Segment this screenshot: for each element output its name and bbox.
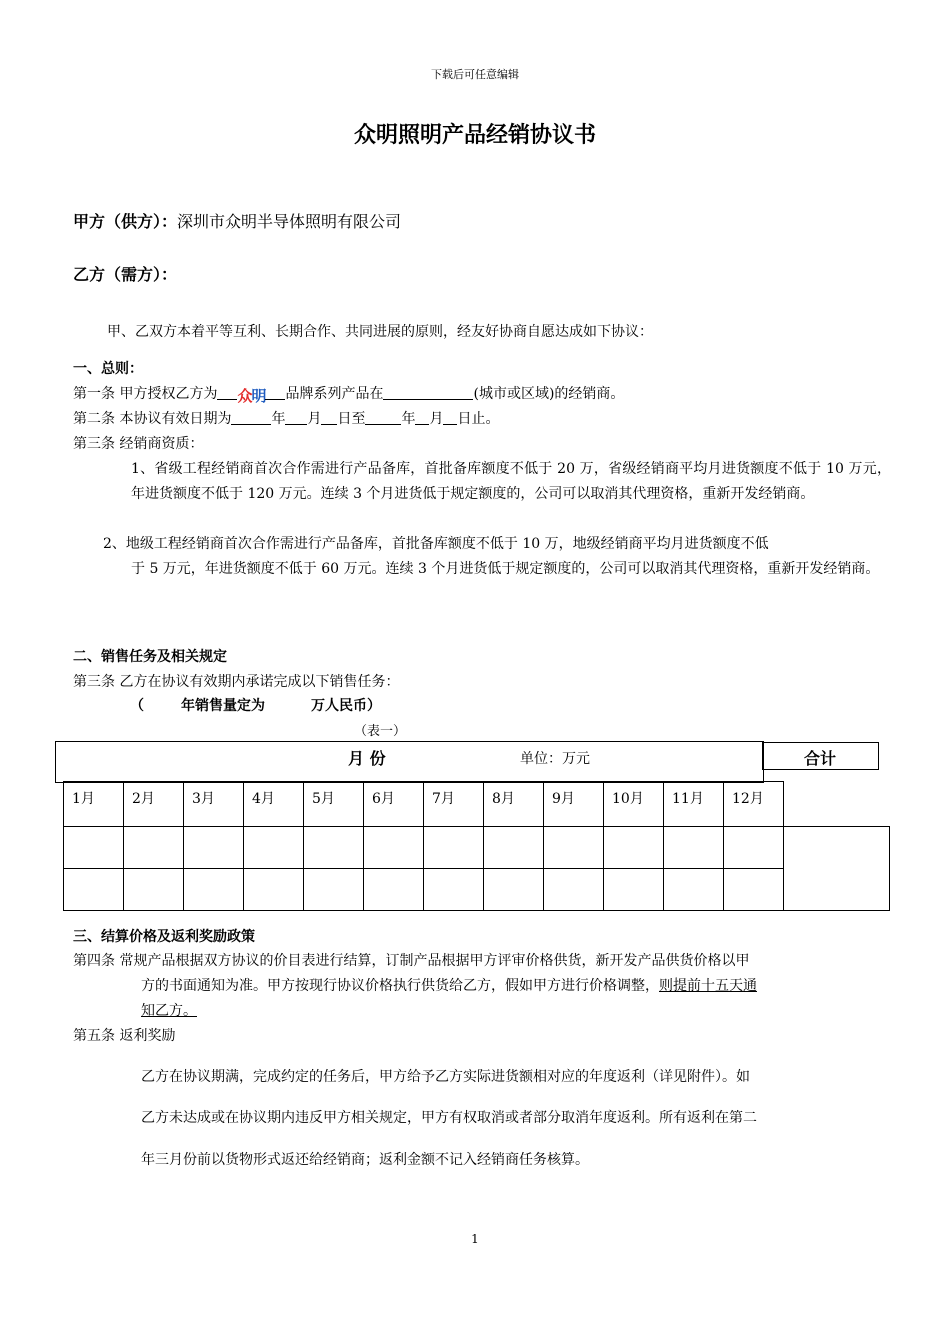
table-caption: （表一）: [353, 724, 406, 739]
party-a-label: 甲方（供方）：: [73, 212, 178, 231]
sales-target-unit: 万人民币）: [311, 698, 381, 714]
rebate-line-1: 乙方在协议期满，完成约定的任务后，甲方给予乙方实际进货额相对应的年度返利（详见附件）。如: [141, 1069, 750, 1085]
sales-cell: [724, 827, 784, 869]
sales-cell: [484, 869, 544, 911]
total-spacer-cell: [784, 782, 890, 827]
month-cell: 9月: [544, 782, 604, 827]
month-cell: 5月: [304, 782, 364, 827]
month-cell: 10月: [604, 782, 664, 827]
month-label-row: [64, 782, 890, 827]
month-header: 月 份: [348, 749, 386, 768]
article-4-notice-underlined: 则提前十五天通: [659, 978, 757, 994]
article-2-day2: 日止。: [457, 411, 500, 427]
sales-cell: [724, 869, 784, 911]
sales-row-1: [64, 827, 890, 869]
sales-cell: [304, 869, 364, 911]
month-cell: 12月: [724, 782, 784, 827]
section2-heading: 二、销售任务及相关规定: [73, 649, 227, 665]
month-cell: 2月: [124, 782, 184, 827]
rebate-line-3: 年三月份前以货物形式返还给经销商；返利金额不记入经销商任务核算。: [141, 1152, 589, 1168]
article-2-year2: 年: [401, 411, 416, 427]
article-4-line2-plain: 方的书面通知为准。甲方按现行协议价格执行供货给乙方，假如甲方进行价格调整，: [141, 978, 659, 994]
document-title: 众明照明产品经销协议书: [353, 123, 596, 148]
qualification-item-2-rest: 于 5 万元，年进货额度不低于 60 万元。连续 3 个月进货低于规定额度的，公司可以取消其代理资格，重新开发经销商。: [131, 561, 880, 577]
month-cell: 1月: [64, 782, 124, 827]
sales-cell: [64, 827, 124, 869]
party-a-value: 深圳市众明半导体照明有限公司: [177, 212, 402, 231]
sales-row-2: [64, 869, 890, 911]
sales-target-open: （: [130, 698, 144, 714]
article-4-line1: 第四条 常规产品根据双方协议的价目表进行结算，订制产品根据甲方评审价格供货，新开发产品供货价格以甲: [73, 953, 750, 969]
sales-cell: [184, 869, 244, 911]
month-cell: 11月: [664, 782, 724, 827]
article-1-mid: 品牌系列产品在: [285, 386, 384, 402]
article-2-month1: 月: [307, 411, 322, 427]
sales-target-label: 年销售量定为: [181, 698, 265, 714]
sales-cell: [664, 869, 724, 911]
month-cell: 3月: [184, 782, 244, 827]
month-header-cell: [55, 741, 764, 783]
month-cell: 8月: [484, 782, 544, 827]
sales-cell: [424, 827, 484, 869]
intro-paragraph: 甲、乙双方本着平等互利、长期合作、共同进展的原则，经友好协商自愿达成如下协议：: [107, 324, 653, 340]
article-5: 第五条 返利奖励: [73, 1028, 176, 1044]
sales-cell: [184, 827, 244, 869]
month-cell: 6月: [364, 782, 424, 827]
party-b-label: 乙方（需方）：: [73, 265, 178, 284]
sales-cell: [304, 827, 364, 869]
section2-article-3: 第三条 乙方在协议有效期内承诺完成以下销售任务：: [73, 674, 400, 690]
sales-cell: [364, 827, 424, 869]
sales-cell: [64, 869, 124, 911]
sales-cell: [244, 827, 304, 869]
qualification-item-1: 1、省级工程经销商首次合作需进行产品备库，首批备库额度不低于 20 万，省级经销商平均月进货额度不低于 10 万元，年进货额度不低于 120 万元。连续 3 个月进货低于规定额度的，公司可以取消其代理资格，重新开发经销商。: [131, 461, 891, 502]
sales-cell: [124, 827, 184, 869]
rebate-line-2: 乙方未达成或在协议期内违反甲方相关规定，甲方有权取消或者部分取消年度返利。所有返利在第二: [141, 1110, 757, 1126]
qualification-item-2-line1: 2、地级工程经销商首次合作需进行产品备库，首批备库额度不低于 10 万，地级经销商平均月进货额度不低: [103, 536, 769, 552]
total-cell: [784, 827, 890, 911]
page-number: 1: [471, 1232, 479, 1246]
article-4-line2: [141, 974, 757, 999]
party-a: [73, 209, 401, 232]
section3-heading: 三、结算价格及返利奖励政策: [73, 929, 255, 945]
sales-cell: [364, 869, 424, 911]
article-1: [73, 382, 624, 409]
unit-label: 单位：万元: [520, 751, 590, 767]
sales-cell: [424, 869, 484, 911]
sales-cell: [124, 869, 184, 911]
article-4-line3: 知乙方。: [141, 1003, 197, 1019]
sales-cell: [484, 827, 544, 869]
sales-cell: [604, 869, 664, 911]
section1-heading: 一、总则：: [73, 361, 143, 377]
article-1-pre: 第一条 甲方授权乙方为: [73, 386, 218, 402]
article-2-pre: 第二条 本协议有效日期为: [73, 411, 232, 427]
article-2: [73, 407, 499, 432]
monthly-sales-table: [63, 781, 890, 911]
total-header: 合计: [803, 749, 836, 768]
month-cell: 7月: [424, 782, 484, 827]
header-note: 下载后可任意编辑: [431, 68, 519, 81]
sales-cell: [544, 869, 604, 911]
sales-cell: [604, 827, 664, 869]
month-cell: 4月: [244, 782, 304, 827]
sales-cell: [664, 827, 724, 869]
article-2-year1: 年: [271, 411, 286, 427]
article-2-month2: 月: [429, 411, 444, 427]
article-1-post: (城市或区域)的经销商。: [473, 386, 625, 402]
sales-cell: [544, 827, 604, 869]
article-3: 第三条 经销商资质：: [73, 436, 204, 452]
zhongming-logo: 众明: [237, 387, 266, 405]
sales-cell: [244, 869, 304, 911]
article-2-day1: 日至: [337, 411, 366, 427]
